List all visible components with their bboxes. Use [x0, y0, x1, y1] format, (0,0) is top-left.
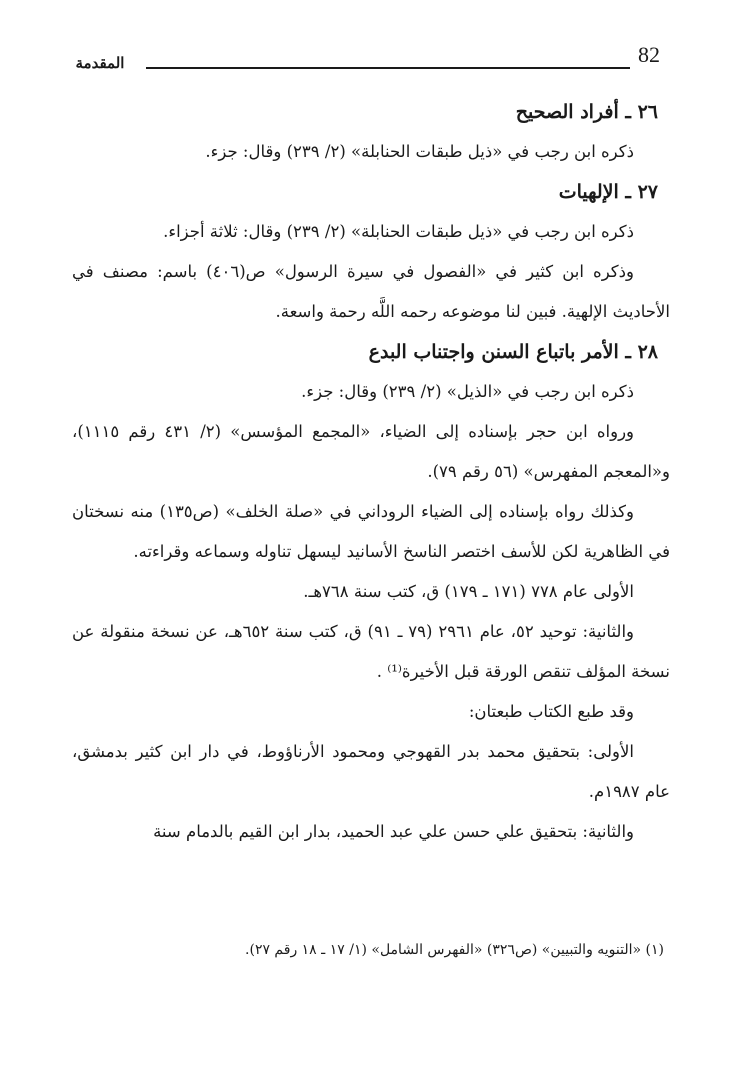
paragraph: والثانية: توحيد ٥٢، عام ٢٩٦١ (٧٩ ـ ٩١) ق، كتب سنة ٦٥٢هـ، عن نسخة منقولة عن نسخة المؤلف تنقص الورقة قبل الأخيرة⁽¹⁾ .: [72, 622, 670, 681]
running-title: المقدمة: [75, 54, 125, 72]
footnote: (١) «التنويه والتبيين» (ص٣٢٦) «الفهرس الشامل» (١/ ١٧ ـ ١٨ رقم ٢٧).: [245, 942, 664, 958]
paragraph: الأولى: بتحقيق محمد بدر القهوجي ومحمود الأرناؤوط، في دار ابن كثير بدمشق، عام ١٩٨٧م.: [72, 742, 670, 801]
paragraph: ذكره ابن رجب في «ذيل طبقات الحنابلة» (٢/ ٢٣٩) وقال: ثلاثة أجزاء.: [163, 222, 634, 241]
paragraph: وكذلك رواه بإسناده إلى الضياء الروداني في «صلة الخلف» (ص١٣٥) منه نسختان في الظاهرية لكن للأسف اختصر الناسخ الأسانيد ليسهل تناوله وسماعه وقراءته.: [72, 502, 670, 561]
paragraph: ذكره ابن رجب في «ذيل طبقات الحنابلة» (٢/ ٢٣٩) وقال: جزء.: [205, 142, 634, 161]
paragraph: ذكره ابن رجب في «الذيل» (٢/ ٢٣٩) وقال: جزء.: [301, 382, 634, 401]
page-header: [58, 38, 670, 78]
paragraph: وقد طبع الكتاب طبعتان:: [468, 702, 634, 721]
paragraph: ورواه ابن حجر بإسناده إلى الضياء، «المجمع المؤسس» (٢/ ٤٣١ رقم ١١١٥)، و«المعجم المفهرس» (٥٦ رقم ٧٩).: [72, 422, 670, 481]
header-rule: [146, 67, 630, 69]
section-heading: ٢٦ ـ أفراد الصحيح: [515, 101, 658, 123]
section-heading: ٢٨ ـ الأمر باتباع السنن واجتناب البدع: [368, 341, 658, 363]
paragraph: والثانية: بتحقيق علي حسن علي عبد الحميد، بدار ابن القيم بالدمام سنة: [153, 822, 634, 841]
section-heading: ٢٧ ـ الإلهيات: [558, 181, 658, 203]
paragraph: وذكره ابن كثير في «الفصول في سيرة الرسول» ص(٤٠٦) باسم: مصنف في الأحاديث الإلهية. فبين لنا موضوعه رحمه اللَّه رحمة واسعة.: [72, 262, 670, 321]
page-body: [72, 92, 670, 852]
paragraph: الأولى عام ٧٧٨ (١٧١ ـ ١٧٩) ق، كتب سنة ٧٦٨هـ.: [303, 582, 634, 601]
page-number: 82: [638, 42, 660, 67]
